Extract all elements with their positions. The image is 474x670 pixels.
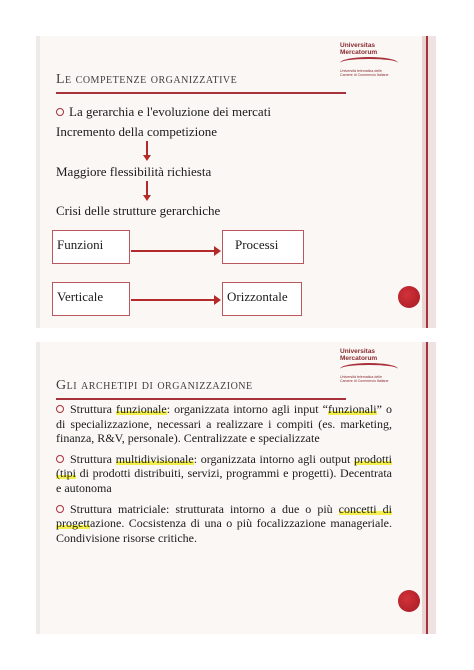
arrow-right-icon bbox=[131, 250, 215, 252]
university-logo bbox=[340, 348, 410, 383]
slide-title: Gli archetipi di organizzazione bbox=[56, 378, 253, 393]
box-processi: Processi bbox=[222, 230, 304, 264]
arrow-right-icon bbox=[131, 299, 215, 301]
slide-archetipi-organizzazione bbox=[36, 342, 436, 634]
logo-name-line2: Mercatorum bbox=[340, 49, 378, 56]
slide-left-edge bbox=[36, 342, 40, 634]
list-item bbox=[56, 402, 392, 446]
flow-step-3: Crisi delle strutture gerarchiche bbox=[56, 203, 221, 218]
red-dot-icon bbox=[398, 286, 420, 308]
highlighted-text: funzionali bbox=[327, 402, 377, 416]
item-text: Struttura matriciale: strutturata intorno a due o più bbox=[70, 501, 339, 516]
flow-step-1: Incremento della competizione bbox=[56, 124, 217, 139]
logo-name-line2: Mercatorum bbox=[340, 355, 378, 362]
box-verticale: Verticale bbox=[52, 282, 130, 316]
highlighted-text: multidivisionale bbox=[115, 451, 194, 466]
highlighted-text: prodotti (tipi bbox=[56, 451, 392, 481]
slide-left-edge bbox=[36, 36, 40, 328]
bullet-icon bbox=[56, 108, 64, 116]
item-text: ” o di specializzazione, necessari a realizzare i compiti (es. marketing, finanza, R&V, personale). Centralizzate e specializzate bbox=[56, 402, 392, 446]
logo-sub-line1: Università telematica delle bbox=[340, 69, 382, 73]
red-dot-icon bbox=[398, 590, 420, 612]
bullet-text: La gerarchia e l'evoluzione dei mercati bbox=[69, 104, 271, 119]
archetypes-list bbox=[56, 402, 392, 551]
box-funzioni: Funzioni bbox=[52, 230, 130, 264]
list-item bbox=[56, 452, 392, 496]
logo-sub-line2: Camere di Commercio Italiane bbox=[340, 73, 389, 78]
slide-right-band bbox=[422, 36, 436, 328]
logo-swoosh-icon bbox=[340, 363, 398, 375]
bullet-item bbox=[56, 104, 271, 120]
highlighted-text: concetti di progett bbox=[56, 501, 392, 531]
title-underline bbox=[56, 92, 346, 94]
logo-name-line1: Universitas bbox=[340, 42, 376, 49]
logo-sub-line1: Università telematica delle bbox=[340, 375, 382, 379]
university-logo bbox=[340, 42, 410, 77]
box-orizzontale: Orizzontale bbox=[222, 282, 302, 316]
item-text: : organizzata intorno agli input “ bbox=[166, 402, 328, 416]
item-text: Struttura bbox=[70, 451, 116, 466]
item-text: : organizzata intorno agli output bbox=[193, 451, 354, 466]
item-text: di prodotti distribuiti, servizi, programmi e progetti). Decentrata e autonoma bbox=[56, 466, 392, 495]
highlighted-text: funzionale bbox=[116, 402, 167, 416]
title-underline bbox=[56, 398, 346, 400]
slide-right-band bbox=[422, 342, 436, 634]
item-text: Struttura bbox=[70, 402, 117, 416]
item-text: azione. Cocsistenza di una o più focalizzazione manageriale. Condivisione risorse critiche. bbox=[56, 516, 392, 545]
bullet-icon bbox=[56, 405, 64, 413]
logo-swoosh-icon bbox=[340, 57, 398, 69]
slide-competenze-organizzative bbox=[36, 36, 436, 328]
logo-name-line1: Universitas bbox=[340, 348, 376, 355]
slide-title: Le competenze organizzative bbox=[56, 72, 238, 87]
list-item bbox=[56, 502, 392, 546]
bullet-icon bbox=[56, 455, 64, 463]
flow-step-2: Maggiore flessibilità richiesta bbox=[56, 164, 212, 179]
bullet-icon bbox=[56, 505, 64, 513]
logo-sub-line2: Camere di Commercio Italiane bbox=[340, 379, 389, 384]
